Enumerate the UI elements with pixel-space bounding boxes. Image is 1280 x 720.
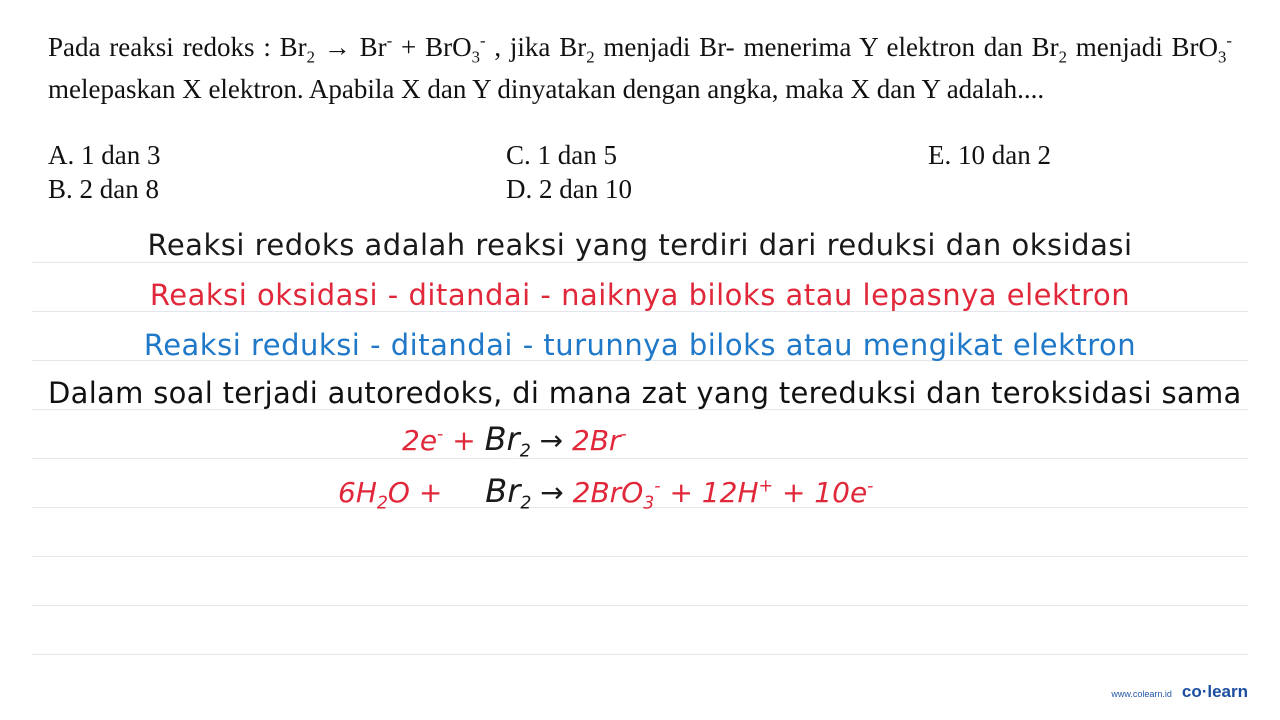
- note-oxidation: Reaksi oksidasi - ditandai - naiknya biloks atau lepasnya elektron: [149, 278, 1131, 312]
- question-text: Pada reaksi redoks : $Br_2 \to Br^- + BrO_3^-$ , jika $Br_2$ menjadi Br- menerima Y elektron dan $Br_2$ menjadi BrO$_3$- melepaskan X elektron. Apabila X dan Y dinyatakan dengan angka, maka X dan Y adalah....: [48, 31, 1232, 105]
- colearn-logo: [1111, 682, 1248, 702]
- option-b: B. 2 dan 8: [48, 174, 159, 204]
- ruled-line: [32, 458, 1248, 459]
- option-c: C. 1 dan 5: [506, 140, 617, 170]
- ruled-line: [32, 556, 1248, 557]
- option-a: A. 1 dan 3: [48, 140, 161, 170]
- note-autoredox: Dalam soal terjadi autoredoks, di mana zat yang tereduksi dan teroksidasi sama: [48, 376, 1242, 410]
- equation-reduction: $2e^- + Br_2 \to 2Br^-$: [402, 420, 627, 462]
- note-redox-definition: Reaksi redoks adalah reaksi yang terdiri dari reduksi dan oksidasi: [147, 228, 1133, 262]
- ruled-line: [32, 654, 1248, 655]
- option-e: E. 10 dan 2: [928, 140, 1051, 170]
- option-d: D. 2 dan 10: [506, 174, 632, 204]
- logo-url: www.colearn.id: [1111, 689, 1172, 699]
- ruled-line: [32, 605, 1248, 606]
- ruled-line: [32, 262, 1248, 263]
- equation-oxidation: $6H_2O + Br_2 \to 2BrO_3^- + 12H^+ + 10e^-$: [338, 472, 874, 514]
- note-reduction: Reaksi reduksi - ditandai - turunnya biloks atau mengikat elektron: [143, 328, 1137, 362]
- logo-brand: co·learn: [1181, 682, 1248, 701]
